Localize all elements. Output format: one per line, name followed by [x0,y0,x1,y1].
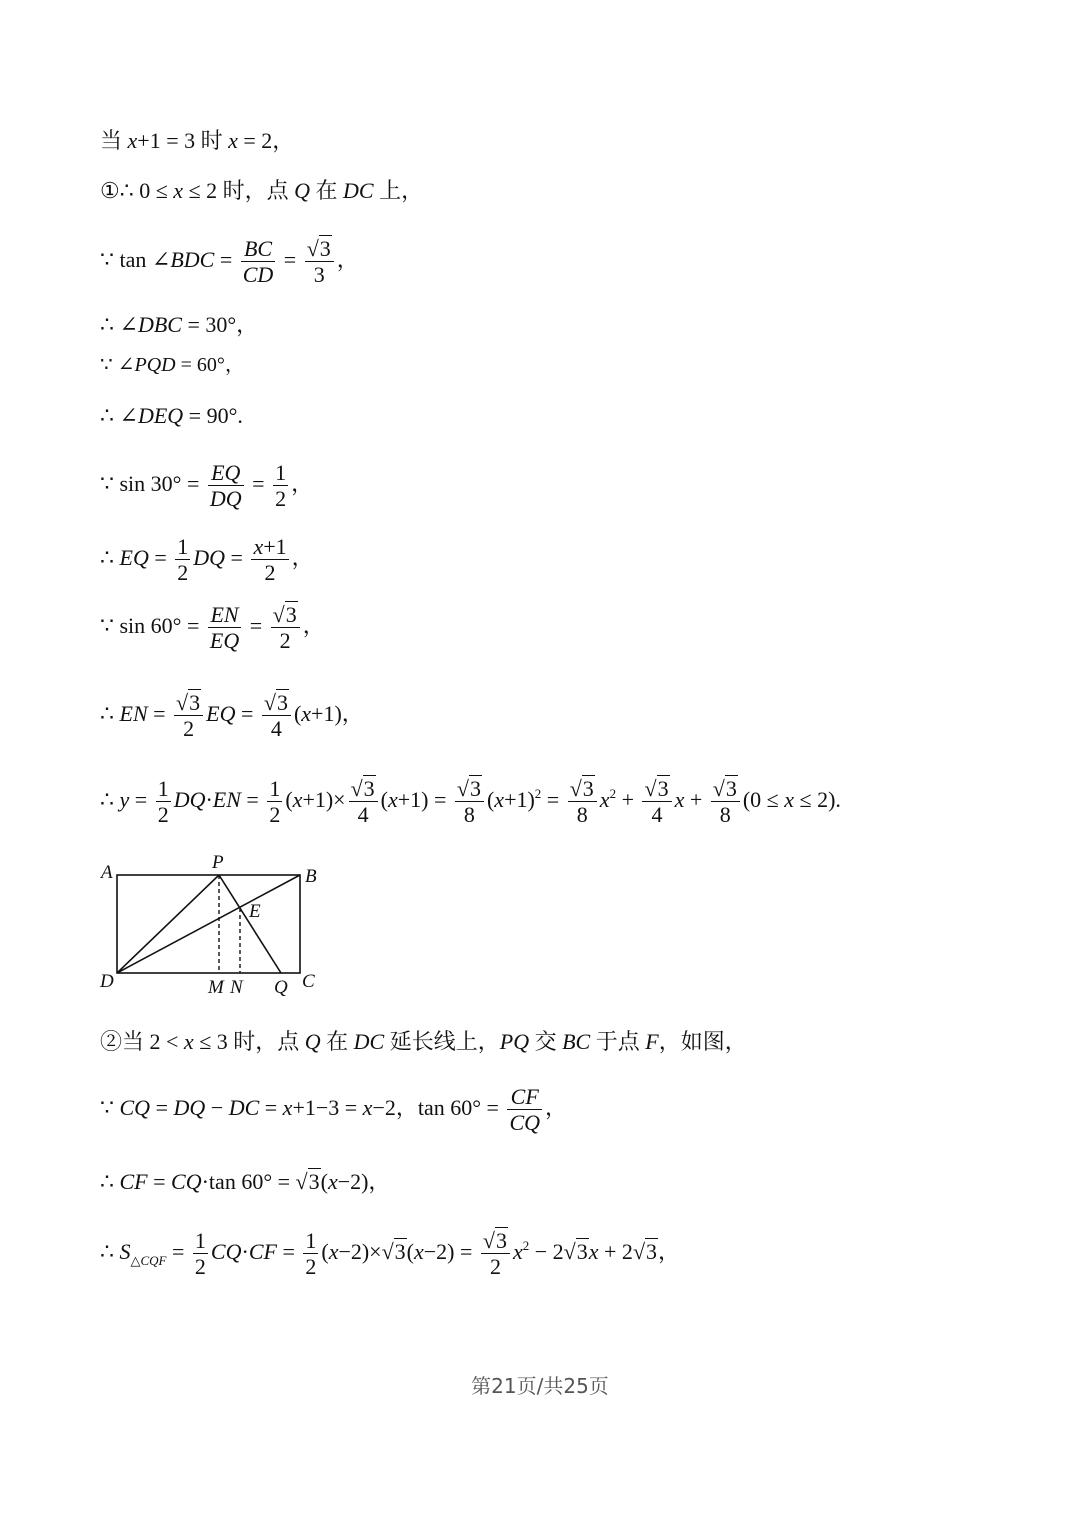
line-2: ①∴ 0 ≤ x ≤ 2 时，点 Q 在 DC 上， [100,178,424,203]
segment-DP [117,875,219,973]
label-N: N [230,977,243,998]
label-A: A [101,862,113,883]
line-9: ∵ sin 60° = $\frac{EN}{EQ}$ = $\frac{√3}{2}$ ， [100,602,325,654]
line-8: ∴ EQ = $\frac{1}{2}$ DQ = $\frac{x+1}{2}$ ， [100,534,314,586]
line-3: ∵ tan ∠BDC = $\frac{BC}{CD}$ = $\frac{√3}{3}$ ， [100,236,359,288]
line-7: ∵ sin 30° = $\frac{EQ}{DQ}$ = $\frac{1}{2}$ ， [100,460,314,512]
label-B: B [305,866,317,887]
line-14: ∴ CF = CQ·tan 60° = √3(x−2)， [100,1169,391,1194]
label-Q: Q [274,977,288,998]
line-11: ∴ y = $\frac{1}{2}$ DQ·EN = $\frac{1}{2}$ (x+1)× $\frac{√3}{4}$ (x+1) = $\frac{√3}{8}$ $(x+1)^2$ = $\frac{√3}{8}$ $x^2$ + $\frac{√3}{4}$ x + $\frac{√3}{8}$ (0 ≤ x ≤ 2). [100,776,841,828]
label-D: D [100,971,114,992]
line-10: ∴ EN = $\frac{√3}{2}$ EQ = $\frac{√3}{4}$ (x+1)， [100,690,364,742]
label-E: E [249,901,261,922]
geometry-figure [95,850,335,1005]
line-13: ∵ CQ = DQ − DC = x+1−3 = x−2，tan 60° = $\frac{CF}{CQ}$ ， [100,1084,568,1136]
line-4: ∴ ∠DBC = 30°， [100,312,259,337]
line-15: ∴ $S_{\triangle CQF}$ = $\frac{1}{2}$ CQ·CF = $\frac{1}{2}$ (x−2)×√3(x−2) = $\frac{√3}{2}$ $x^2 - 2√3x + 2√3$， [100,1228,681,1280]
line-12: ②当 2 < x ≤ 3 时，点 Q 在 DC 延长线上，PQ 交 BC 于点 F，如图， [100,1029,747,1054]
label-P: P [212,852,224,873]
line-1: 当 x+1 = 3 时 x = 2， [100,128,295,153]
page-footer: 第21页/共25页 [471,1374,609,1398]
label-C: C [302,971,315,992]
label-M: M [208,977,224,998]
line-6: ∴ ∠DEQ = 90°. [100,403,243,428]
line-5: ∵ ∠PQD = 60°， [100,354,245,376]
